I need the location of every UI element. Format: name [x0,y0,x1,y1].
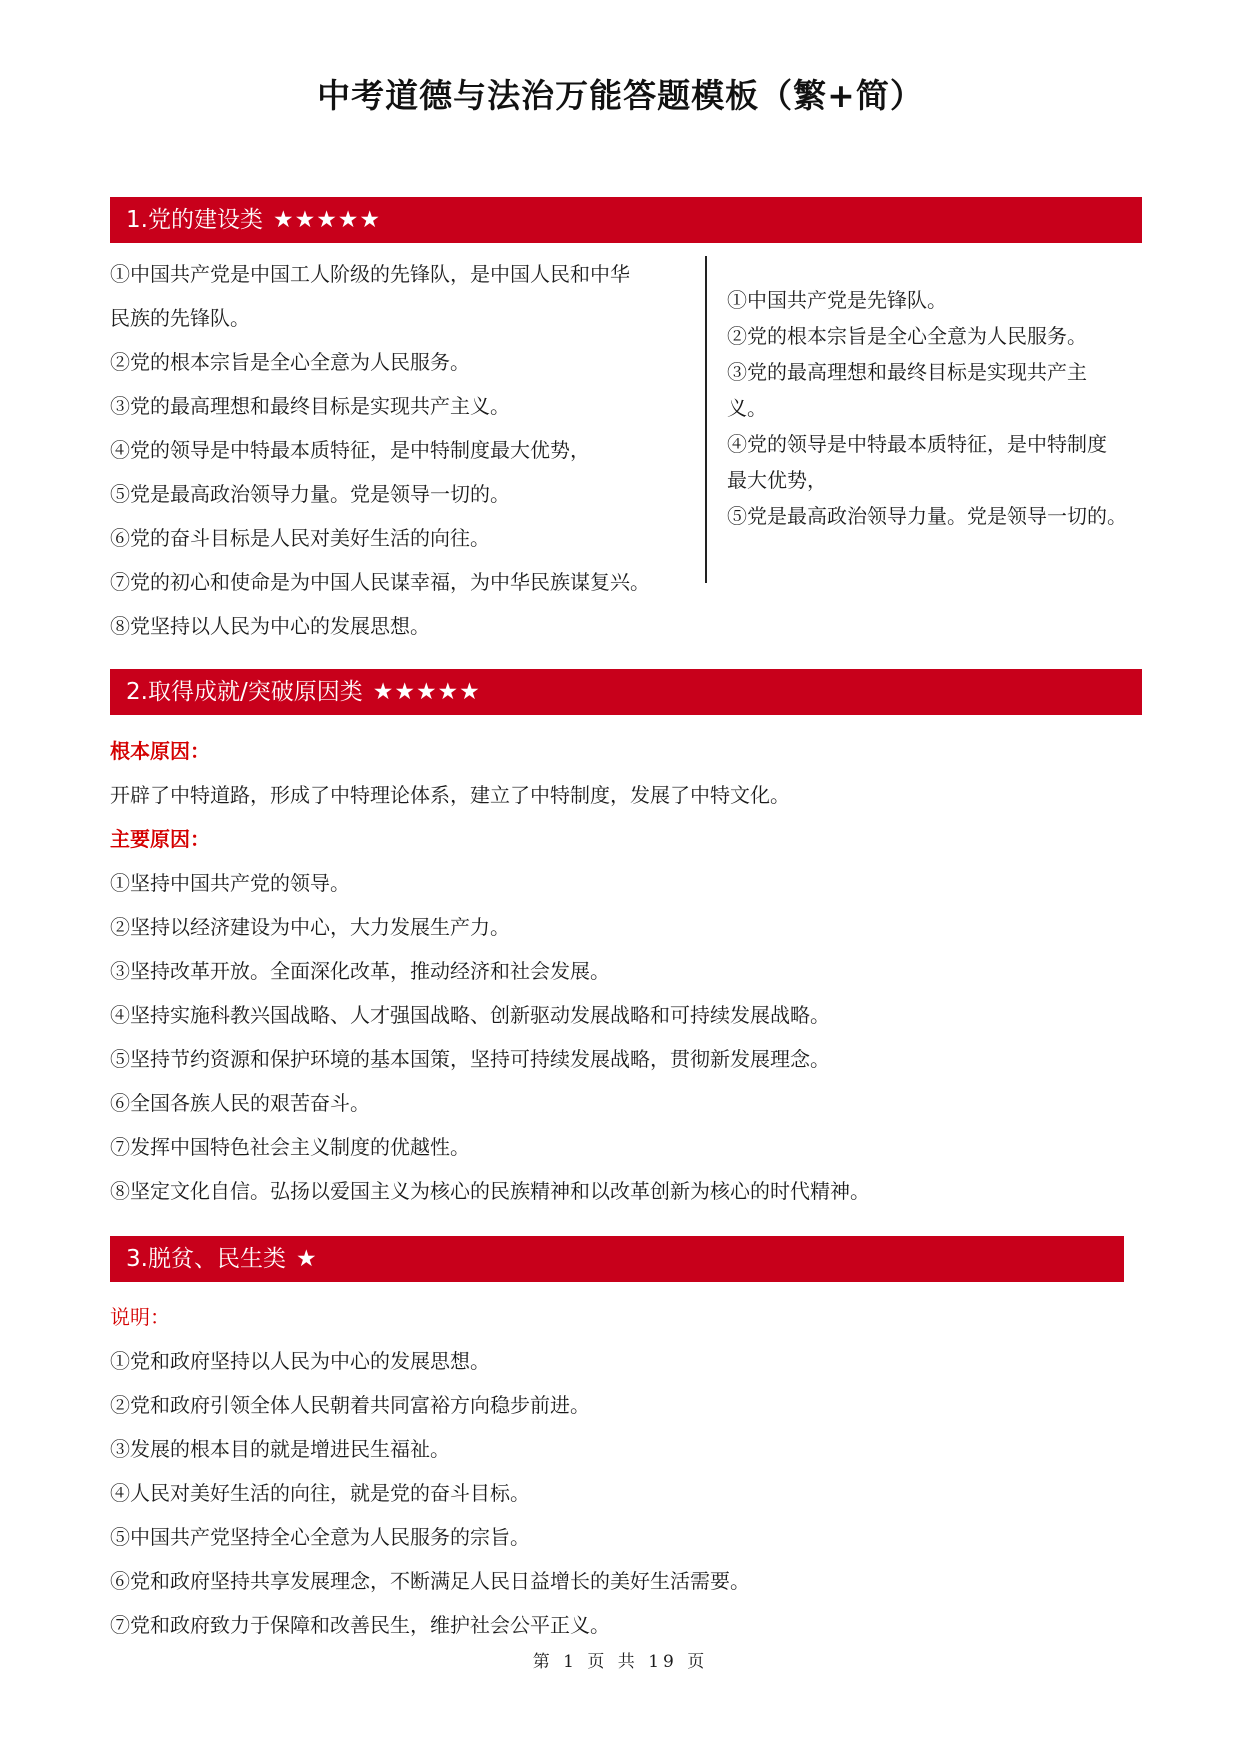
column-divider [705,256,707,583]
section-heading: 3.脱贫、民生类 [126,1246,286,1272]
section-heading: 2.取得成就/突破原因类 [126,679,363,705]
section-heading: 1.党的建设类 [126,207,263,233]
list-item: ⑦党的初心和使命是为中国人民谋幸福，为中华民族谋复兴。 [110,570,650,594]
list-item: ①中国共产党是先锋队。 [727,288,947,312]
list-item: ①中国共产党是中国工人阶级的先锋队，是中国人民和中华 [110,262,630,286]
list-item: ⑤党是最高政治领导力量。党是领导一切的。 [110,482,510,506]
section-1-banner [110,197,1142,243]
list-item: ⑤坚持节约资源和保护环境的基本国策，坚持可持续发展战略，贯彻新发展理念。 [110,1047,830,1071]
star-rating-icon: ★★★★★ [272,207,382,233]
list-item: ②党的根本宗旨是全心全意为人民服务。 [110,350,470,374]
list-item: ⑧坚定文化自信。弘扬以爱国主义为核心的民族精神和以改革创新为核心的时代精神。 [110,1179,870,1203]
list-item: ②坚持以经济建设为中心，大力发展生产力。 [110,915,510,939]
list-item: ⑥党的奋斗目标是人民对美好生活的向往。 [110,526,490,550]
list-item: ⑥党和政府坚持共享发展理念，不断满足人民日益增长的美好生活需要。 [110,1569,750,1593]
list-item: ②党的根本宗旨是全心全意为人民服务。 [727,324,1087,348]
star-rating-icon: ★ [295,1246,318,1272]
list-item: ①坚持中国共产党的领导。 [110,871,350,895]
list-item: ⑤中国共产党坚持全心全意为人民服务的宗旨。 [110,1525,530,1549]
list-item: ④人民对美好生活的向往，就是党的奋斗目标。 [110,1481,530,1505]
list-item: ④党的领导是中特最本质特征，是中特制度最大优势， [110,438,590,462]
list-item: 民族的先锋队。 [110,306,250,330]
list-item: ③党的最高理想和最终目标是实现共产主义。 [110,394,510,418]
list-item: ③坚持改革开放。全面深化改革，推动经济和社会发展。 [110,959,610,983]
list-item: 最大优势， [727,468,827,492]
section-3-banner [110,1236,1124,1282]
list-item: ⑥全国各族人民的艰苦奋斗。 [110,1091,370,1115]
list-item: ④坚持实施科教兴国战略、人才强国战略、创新驱动发展战略和可持续发展战略。 [110,1003,830,1027]
list-item: ⑧党坚持以人民为中心的发展思想。 [110,614,430,638]
list-item: ①党和政府坚持以人民为中心的发展思想。 [110,1349,490,1373]
list-item: ③发展的根本目的就是增进民生福祉。 [110,1437,450,1461]
list-item: ⑦发挥中国特色社会主义制度的优越性。 [110,1135,470,1159]
star-rating-icon: ★★★★★ [372,679,481,705]
list-item: ④党的领导是中特最本质特征，是中特制度 [727,432,1107,456]
note-label: 说明： [110,1305,170,1329]
list-item: ⑤党是最高政治领导力量。党是领导一切的。 [727,504,1127,528]
section-2-banner [110,669,1142,715]
main-cause-label: 主要原因： [110,827,210,851]
list-item: ②党和政府引领全体人民朝着共同富裕方向稳步前进。 [110,1393,590,1417]
page-title: 中考道德与法治万能答题模板（繁+简） [317,76,924,115]
root-cause-label: 根本原因： [110,739,210,763]
list-item: ⑦党和政府致力于保障和改善民生，维护社会公平正义。 [110,1613,610,1637]
list-item: ③党的最高理想和最终目标是实现共产主 [727,360,1087,384]
page-number: 第 1 页 共 19 页 [532,1652,709,1672]
root-cause-text: 开辟了中特道路，形成了中特理论体系，建立了中特制度，发展了中特文化。 [110,783,790,807]
list-item: 义。 [727,396,767,420]
